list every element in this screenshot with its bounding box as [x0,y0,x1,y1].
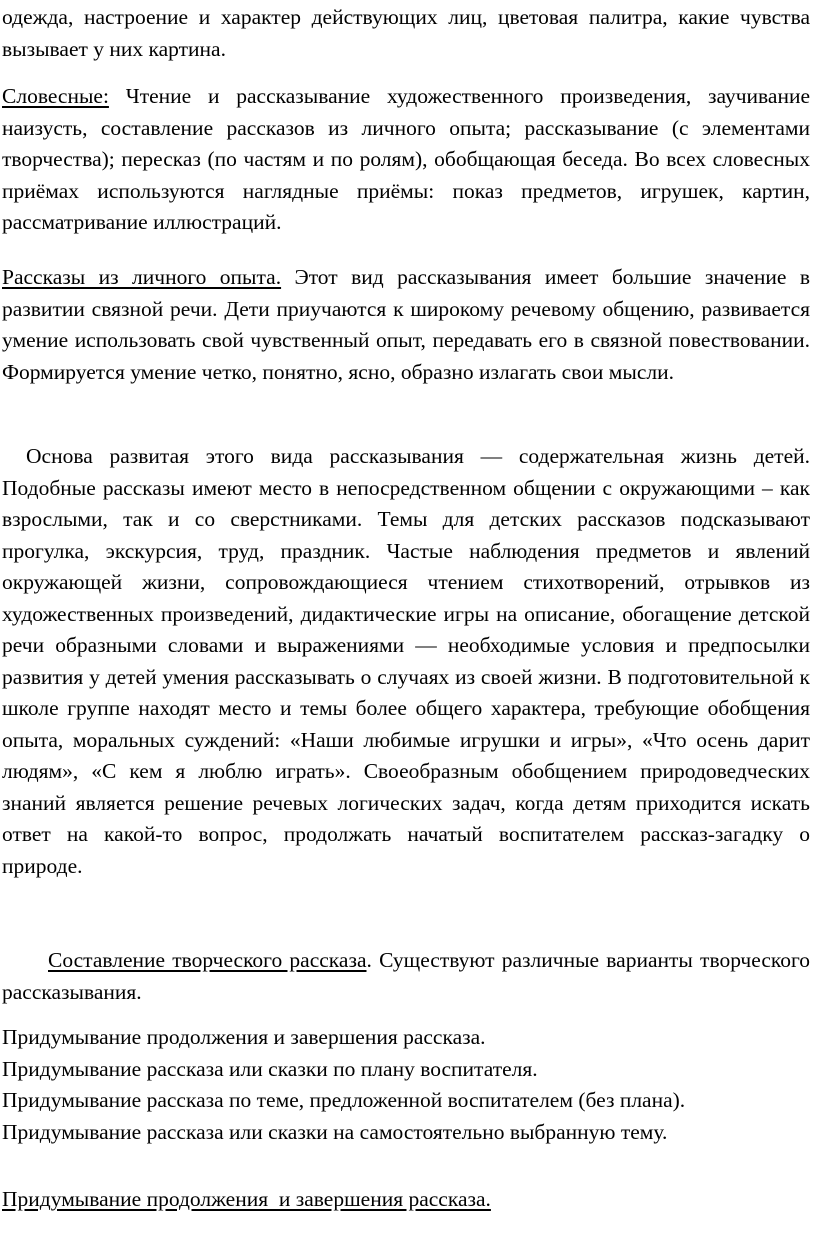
list-item: Придумывание рассказа по теме, предложенной воспитателем (без плана). [2,1088,686,1112]
variants-list [2,1022,810,1148]
creative-story-title: Составление творческого рассказа [48,948,367,972]
creative-story-text: . Существуют различные варианты творческого рассказывания. [2,948,810,1004]
final-heading: Придумывание продолжения и завершения рассказа. [2,1187,491,1211]
verbal-methods-title: Словесные: [2,84,109,108]
paragraph-personal-experience [2,262,810,388]
paragraph-intro-text: одежда, настроение и характер действующих лиц, цветовая палитра, какие чувства вызывает у них картина. [2,5,810,61]
personal-experience-title: Рассказы из личного опыта. [2,265,282,289]
basis-text: Основа развитая этого вида рассказывания — содержательная жизнь детей. Подобные рассказы имеют место в непосредственном общении с окружающими – как взрослыми, так и со сверстниками. Темы для детских рассказов подсказывают прогулка, экскурсия, труд, праздник. Частые наблюдения предметов и явлений окружающей жизни, сопровождающиеся чтением стихотворений, отрывков из художественных произведений, дидактические игры на описание, обогащение детской речи образными словами и выражениями — необходимые условия и предпосылки развития у детей умения рассказывать о случаях из своей жизни. В подготовительной к школе группе находят место и темы более общего характера, требующие обобщения опыта, моральных суждений: «Наши любимые игрушки и игры», «Что осень дарит людям», «С кем я люблю играть». Своеобразным обобщением природоведческих знаний является решение речевых логических задач, когда детям приходится искать ответ на какой-то вопрос, продолжать начатый воспитателем рассказ-загадку о природе. [2,444,810,878]
paragraph-intro [2,2,810,65]
paragraph-creative-story [2,945,810,1008]
paragraph-verbal-methods [2,81,810,239]
list-item: Придумывание рассказа или сказки на самостоятельно выбранную тему. [2,1119,668,1144]
verbal-methods-text: Чтение и рассказывание художественного произведения, заучивание наизусть, составление рассказов из личного опыта; рассказывание (с элементами творчества); пересказ (по частям и по ролям), обобщающая беседа. Во всех словесных приёмах используются наглядные приёмы: показ предметов, игрушек, картин, рассматривание иллюстраций. [2,84,810,234]
list-item: Придумывание рассказа или сказки по плану воспитателя. [2,1056,538,1081]
personal-experience-text: Этот вид рассказывания имеет большие значение в развитии связной речи. Дети приучаются к широкому речевому общению, развивается умение использовать свой чувственный опыт, передавать его в связной повествовании. Формируется умение четко, понятно, ясно, образно излагать свои мысли. [2,265,810,384]
list-item: Придумывание продолжения и завершения рассказа. [2,1025,486,1049]
paragraph-basis [2,441,810,882]
